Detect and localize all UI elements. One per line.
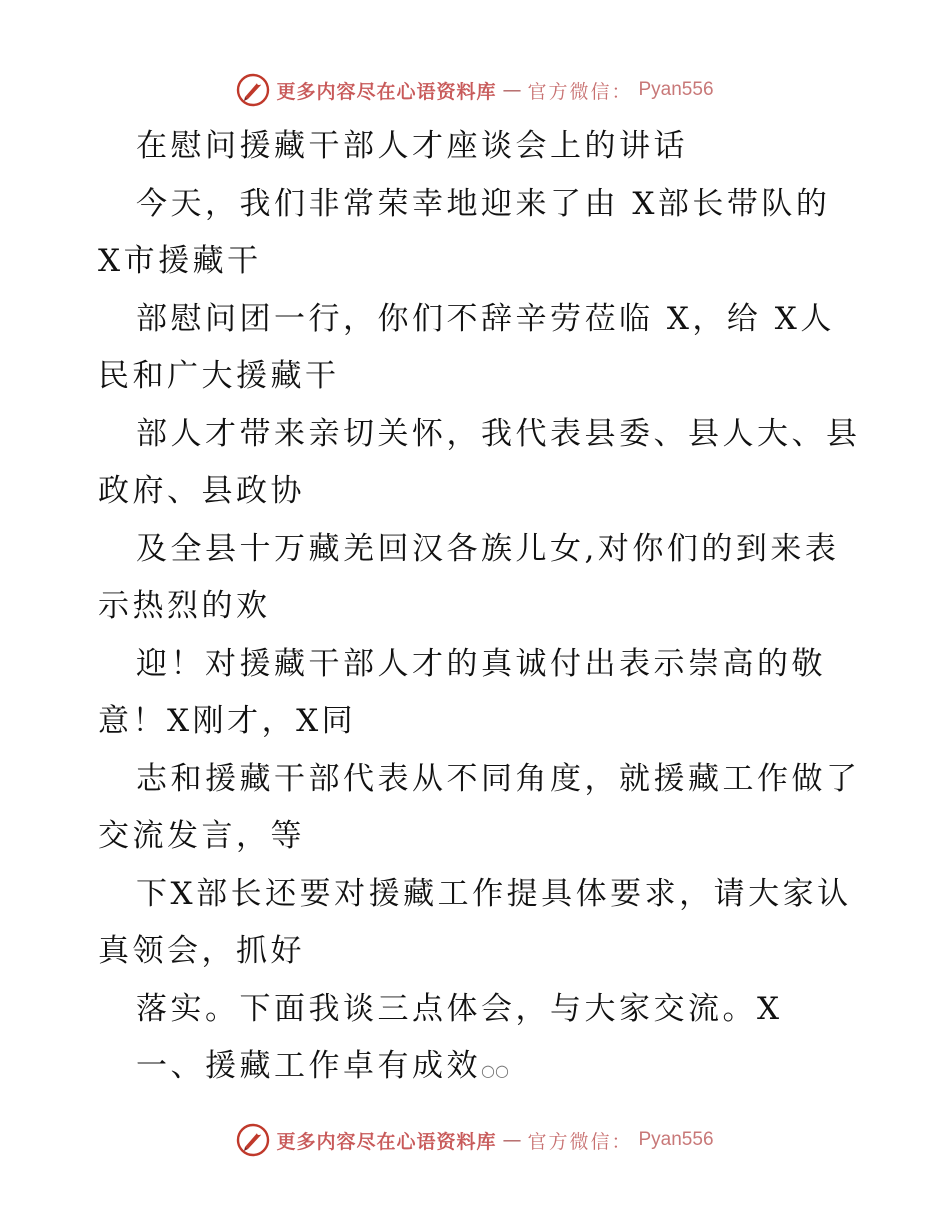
line-text: 一、援藏工作卓有成效 xyxy=(136,1048,481,1084)
paragraph-line xyxy=(98,808,858,866)
line-text: 部人才带来亲切关怀，我代表县委、县人大、县 xyxy=(136,415,861,452)
document-body xyxy=(98,118,861,1096)
line-text: 民和广大援藏干 xyxy=(98,358,340,394)
paragraph-line xyxy=(98,866,858,924)
watermark-prefix: 更多内容尽在心语资料库 xyxy=(276,80,497,103)
paragraph-line xyxy=(98,751,861,809)
paragraph-line xyxy=(98,923,858,981)
paragraph-line xyxy=(98,1038,858,1096)
line-text: 迎！对援藏干部人才的真诚付出表示崇高的敬 xyxy=(136,645,826,682)
watermark-label: 官方微信： xyxy=(527,80,633,103)
paragraph-line xyxy=(98,981,858,1039)
line-text: 下X部长还要对援藏工作提具体要求，请大家认 xyxy=(136,875,852,912)
paragraph-line xyxy=(98,406,861,464)
paragraph-line xyxy=(98,233,858,291)
line-text: 交流发言，等 xyxy=(98,818,305,854)
paragraph-line xyxy=(98,118,858,176)
paragraph-line xyxy=(98,176,858,234)
watermark-handle: Pyan556 xyxy=(638,1129,714,1150)
paragraph-line xyxy=(98,521,858,579)
line-text: 意！X刚才，X同 xyxy=(98,703,357,739)
line-text: 示热烈的欢 xyxy=(98,588,271,624)
watermark-prefix: 更多内容尽在心语资料库 xyxy=(276,1130,497,1153)
line-text: 今天，我们非常荣幸地迎来了由 X部长带队的 xyxy=(136,185,831,222)
paragraph-line xyxy=(98,693,858,751)
footer-watermark xyxy=(0,1120,950,1160)
paragraph-line xyxy=(98,636,858,694)
watermark-dash: — xyxy=(502,79,522,101)
header-watermark xyxy=(0,70,950,110)
pen-logo-icon xyxy=(236,73,270,107)
line-suffix-mark: ○○ xyxy=(481,1061,509,1080)
line-text: 及全县十万藏羌回汉各族儿女,对你们的到来表 xyxy=(136,530,840,567)
line-text: X市援藏干 xyxy=(98,243,262,279)
line-text: 落实。下面我谈三点体会，与大家交流。X xyxy=(136,990,783,1027)
line-text: 志和援藏干部代表从不同角度，就援藏工作做了 xyxy=(136,760,861,797)
watermark-dash: — xyxy=(502,1129,522,1151)
line-text: 部慰问团一行，你们不辞辛劳莅临 X，给 X人 xyxy=(136,300,835,337)
line-text: 真领会，抓好 xyxy=(98,933,305,969)
watermark-label: 官方微信： xyxy=(527,1130,633,1153)
paragraph-line xyxy=(98,348,858,406)
line-text: 在慰问援藏干部人才座谈会上的讲话 xyxy=(136,128,688,164)
paragraph-line xyxy=(98,291,858,349)
watermark-handle: Pyan556 xyxy=(638,79,714,100)
line-text: 政府、县政协 xyxy=(98,473,305,509)
pen-logo-icon xyxy=(236,1123,270,1157)
paragraph-line xyxy=(98,578,858,636)
paragraph-line xyxy=(98,463,858,521)
